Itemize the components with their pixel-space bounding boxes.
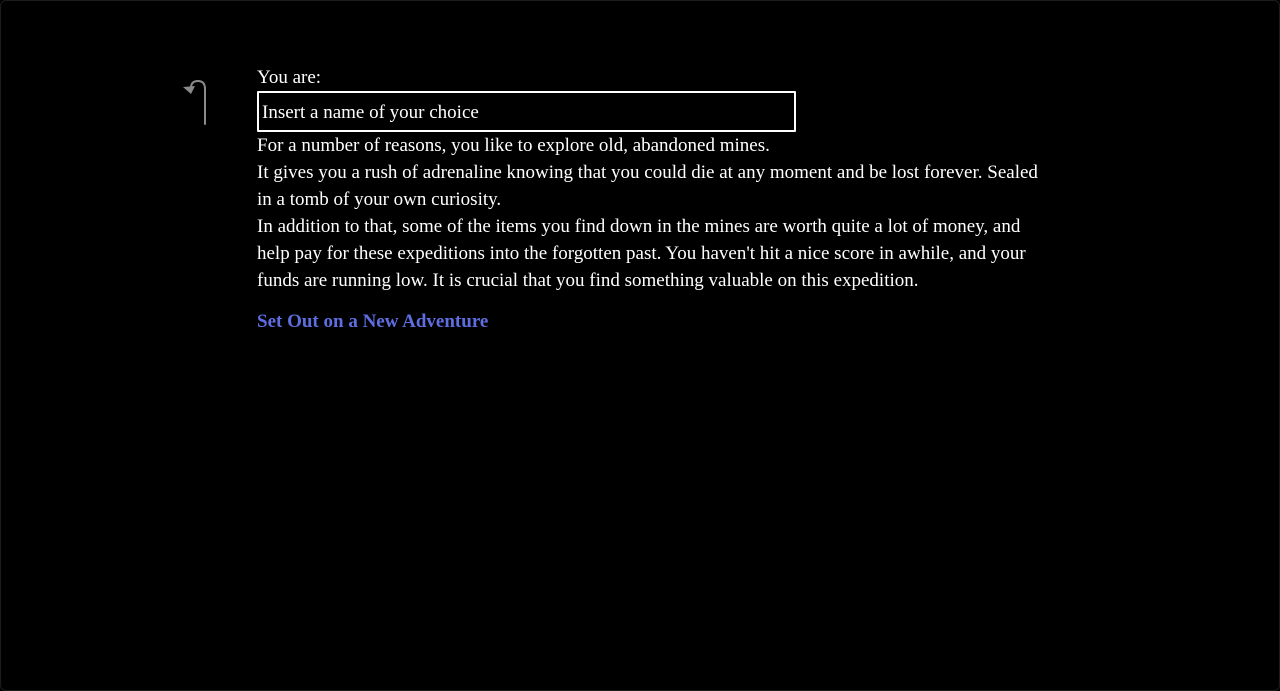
story-paragraph: In addition to that, some of the items you find down in the mines are worth quite a lot of money, and help pay for these expeditions into the forgotten past. You haven't hit a nice score in awhile, and your funds are running low. It is crucial that you find something valuable on this expedition. xyxy=(257,216,1026,291)
story-paragraph: For a number of reasons, you like to explore old, abandoned mines. xyxy=(257,135,770,156)
undo-arrow-icon xyxy=(177,77,213,127)
player-name-input[interactable] xyxy=(257,91,796,132)
story-paragraph: It gives you a rush of adrenaline knowing that you could die at any moment and be lost forever. Sealed in a tomb of your own curiosity. xyxy=(257,162,1038,210)
story-passage xyxy=(257,65,1047,335)
set-out-link[interactable]: Set Out on a New Adventure xyxy=(257,311,489,332)
undo-button[interactable] xyxy=(177,77,213,127)
name-label: You are: xyxy=(257,67,322,88)
